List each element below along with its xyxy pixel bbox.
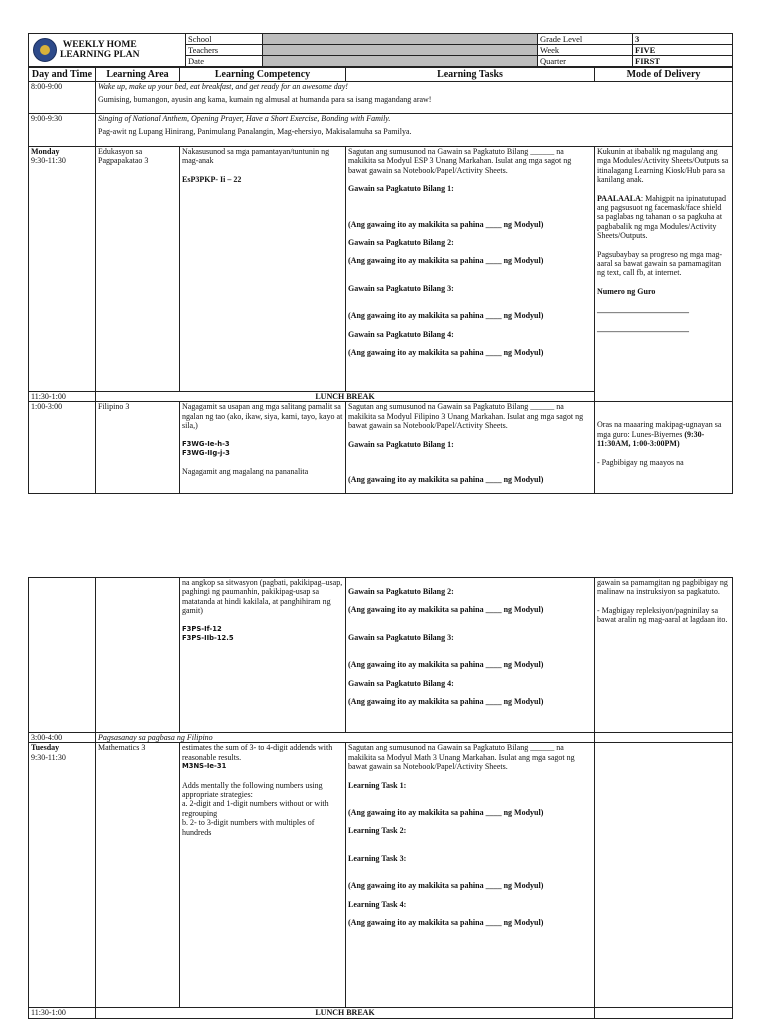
schedule-table [28,67,733,494]
quarter-label: Quarter [538,56,633,67]
reading-time: 3:00-4:00 [29,733,96,743]
monday-day-time: Monday 9:30-11:30 [29,147,96,392]
deped-seal-icon [33,38,57,62]
routine-activity: Singing of National Anthem, Opening Prayer, Have a Short Exercise, Bonding with Family. Pag-awit ng Lupang Hinirang, Panimulang Panalangin, Mag-ehersiyo, Makisalamuha sa Pamilya. [96,114,733,147]
col-day-time: Day and Time [29,68,96,82]
tuesday-competency: estimates the sum of 3- to 4-digit addends with reasonable results. M3NS-Ie-31 Adds mentally the following numbers using appropriate strategies: a. 2-digit and 1-digit numbers without or with regrouping b. 2- to 3-digit numbers with multiples of hundreds [180,743,346,1008]
teachers-field[interactable] [263,45,538,56]
tuesday-tasks: Sagutan ang sumusunod na Gawain sa Pagkatuto Bilang ______ na makikita sa Modyul Math 3 Unang Markahan. Isulat ang mga sagot ng bawat gawain sa Notebook/Papel/Activity Sheets. Learning Task 1: (Ang gawaing ito ay makikita sa pahina ____ ng Modyul) Learning Task 2: Learning Task 3: (Ang gawaing ito ay makikita sa pahina ____ ng Modyul) Learning Task 4: (Ang gawaing ito ay makikita sa pahina ____ ng Modyul) [346,743,595,1008]
continued-area-cell [96,578,180,733]
quarter-value: FIRST [633,56,733,67]
col-learning-competency: Learning Competency [180,68,346,82]
plan-page-2 [28,577,732,1019]
tuesday-day-time: Tuesday 9:30-11:30 [29,743,96,1008]
week-value: FIVE [633,45,733,56]
routine-activity: Wake up, make up your bed, eat breakfast, and get ready for an awesome day! Gumising, bumangon, ayusin ang kama, kumain ng almusal at humanda para sa isang magandang araw! [96,82,733,114]
filipino-learning-area: Filipino 3 [96,402,180,494]
date-field[interactable] [263,56,538,67]
lunch-time: 11:30-1:00 [29,1008,96,1018]
lunch-time: 11:30-1:00 [29,392,96,402]
monday-competency: Nakasusunod sa mga pamantayan/tuntunin ng mag-anak EsP3PKP- Ii – 22 [180,147,346,392]
filipino-time: 1:00-3:00 [29,402,96,494]
monday-mode-of-delivery: Kukunin at ibabalik ng magulang ang mga Modules/Activity Sheets/Outputs sa itinalagang Learning Kiosk/Hub para sa kanilang anak. PAALAALA: Mahigpit na ipinatutupad ang pagsusuot ng facemask/face shield sa paglabas ng tahanan o sa pagkuha at pagbabalik ng mga Modules/Activity Sheets/Outputs. Pagsubaybay sa progreso ng mga mag-aaral sa bawat gawain sa pamamagitan ng text, call fb, at internet. Numero ng Guro _______________________ _______________________ [595,147,733,402]
reading-mode-cell [595,733,733,743]
plan-page-1 [28,33,732,494]
filipino-mode-continued: gawain sa pamamgitan ng pagbibigay ng malinaw na instruksiyon sa pagkatuto. - Magbigay repleksiyon/pagninilay sa bawat aralin ng mag-aaral at lagdaan ito. [595,578,733,733]
filipino-tasks-continued: Gawain sa Pagkatuto Bilang 2: (Ang gawaing ito ay makikita sa pahina ____ ng Modyul) Gawain sa Pagkatuto Bilang 3: (Ang gawaing ito ay makikita sa pahina ____ ng Modyul) Gawain sa Pagkatuto Bilang 4: (Ang gawaing ito ay makikita sa pahina ____ ng Modyul) [346,578,595,733]
continued-time-cell [29,578,96,733]
grade-label: Grade Level [538,34,633,45]
week-label: Week [538,45,633,56]
routine-time: 9:00-9:30 [29,114,96,147]
school-label: School [186,34,263,45]
grade-value: 3 [633,34,733,45]
col-learning-tasks: Learning Tasks [346,68,595,82]
lunch-break-label: LUNCH BREAK [96,392,595,402]
filipino-competency: Nagagamit sa usapan ang mga salitang pamalit sa ngalan ng tao (ako, ikaw, siya, kami, tayo, kayo at sila,) F3WG-Ie-h-3 F3WG-IIg-j-3 Nagagamit ang magalang na pananalita [180,402,346,494]
monday-learning-area: Edukasyon sa Pagpapakatao 3 [96,147,180,392]
monday-tasks: Sagutan ang sumusunod na Gawain sa Pagkatuto Bilang ______ na makikita sa Modyul ESP 3 Unang Markahan. Isulat ang mga sagot ng bawat gawain sa Notebook/Papel/Activity Sheets. Gawain sa Pagkatuto Bilang 1: (Ang gawaing ito ay makikita sa pahina ____ ng Modyul) Gawain sa Pagkatuto Bilang 2: (Ang gawaing ito ay makikita sa pahina ____ ng Modyul) Gawain sa Pagkatuto Bilang 3: (Ang gawaing ito ay makikita sa pahina ____ ng Modyul) Gawain sa Pagkatuto Bilang 4: (Ang gawaing ito ay makikita sa pahina ____ ng Modyul) [346,147,595,392]
school-field[interactable] [263,34,538,45]
teachers-label: Teachers [186,45,263,56]
date-label: Date [186,56,263,67]
col-learning-area: Learning Area [96,68,180,82]
routine-time: 8:00-9:00 [29,82,96,114]
header-table [28,33,733,67]
filipino-tasks: Sagutan ang sumusunod na Gawain sa Pagkatuto Bilang ______ na makikita sa Modyul Filipino 3 Unang Markahan. Isulat ang mga sagot ng bawat gawain sa Notebook/Papel/Activity Sheets. Gawain sa Pagkatuto Bilang 1: (Ang gawaing ito ay makikita sa pahina ____ ng Modyul) [346,402,595,494]
schedule-table-continued [28,577,733,1019]
competency-code: EsP3PKP- Ii – 22 [182,174,242,184]
lunch-mode-cell [595,1008,733,1018]
filipino-mode-of-delivery: Oras na maaaring makipag-ugnayan sa mga guro: Lunes-Biyernes (9:30-11:30AM, 1:00-3:00PM) - Pagbibigay ng maayos na [595,402,733,494]
tuesday-mode-of-delivery [595,743,733,1008]
tuesday-learning-area: Mathematics 3 [96,743,180,1008]
col-mode-of-delivery: Mode of Delivery [595,68,733,82]
header-logo-cell [29,34,186,67]
reading-activity: Pagsasanay sa pagbasa ng Filipino [96,733,595,743]
filipino-competency-continued: na angkop sa sitwasyon (pagbati, pakikipag–usap, paghingi ng paumanhin, pakikipag-usap sa matatanda at hindi kakilala, at panghihiram ng gamit) F3PS-If-12 F3PS-IIb-12.5 [180,578,346,733]
plan-title: WEEKLY HOME LEARNING PLAN [60,40,140,60]
lunch-break-label: LUNCH BREAK [96,1008,595,1018]
